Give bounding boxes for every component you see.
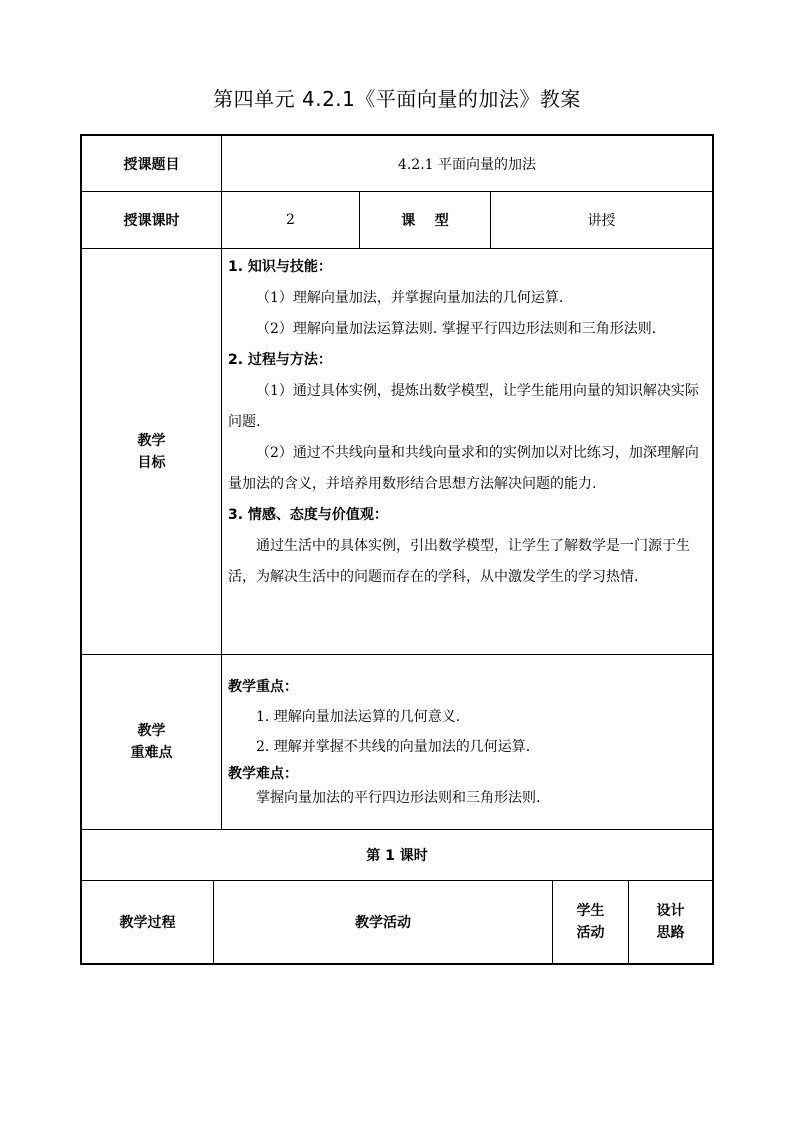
type-label: 课 型 [401, 213, 449, 229]
topic-label: 授课题目 [123, 156, 180, 173]
process-label: 教学过程 [119, 915, 176, 931]
hours-label: 授课课时 [123, 213, 180, 229]
difficult-point-item: 掌握向量加法的平行四边形法则和三角形法则. [256, 790, 541, 806]
design-idea-line2: 思路 [656, 925, 685, 941]
student-activity-line2: 活动 [576, 925, 605, 941]
hours-value: 2 [286, 212, 295, 228]
student-activity-line1: 学生 [576, 903, 605, 919]
objectives-label-line1: 教学 [137, 432, 166, 449]
objectives-label-line2: 目标 [137, 454, 166, 471]
knowledge-skills-heading: 1. 知识与技能： [228, 259, 332, 275]
difficult-points-heading: 教学难点： [228, 766, 298, 782]
keypoints-label-line1: 教学 [137, 723, 166, 739]
student-activity-header [553, 881, 628, 963]
objective-item: 通过生活中的具体实例，引出数学模型，让学生了解数学是一门源于生活，为解决生活中的问题而存在的学科，从中激发学生的学习热情. [228, 538, 690, 585]
key-point-item: 1. 理解向量加法运算的几何意义. [256, 709, 461, 725]
key-point-item: 2. 理解并掌握不共线的向量加法的几何运算. [256, 739, 531, 755]
keypoints-label [82, 655, 221, 829]
type-value: 讲授 [587, 213, 616, 229]
design-idea-line1: 设计 [656, 903, 685, 919]
design-idea-header [629, 881, 712, 963]
objectives-label [82, 249, 221, 654]
objective-item: （2）理解向量加法运算法则. 掌握平行四边形法则和三角形法则. [256, 321, 657, 337]
attitude-values-heading: 3. 情感、态度与价值观： [228, 507, 388, 523]
lesson-plan-table [80, 134, 714, 965]
keypoints-content [228, 672, 708, 810]
objective-item: （1）通过具体实例，提炼出数学模型，让学生能用向量的知识解决实际问题. [228, 383, 699, 430]
keypoints-label-line2: 重难点 [130, 745, 173, 761]
topic-value: 4.2.1 平面向量的加法 [397, 156, 537, 173]
key-points-heading: 教学重点： [228, 679, 298, 695]
page-title: 第四单元 4.2.1《平面向量的加法》教案 [213, 87, 581, 111]
activity-header: 教学活动 [355, 915, 411, 931]
process-methods-heading: 2. 过程与方法： [228, 352, 332, 368]
session-label: 第 1 课时 [366, 848, 428, 864]
objectives-content [228, 252, 708, 593]
objective-item: （2）通过不共线向量和共线向量求和的实例加以对比练习，加深理解向量加法的含义，并培养用数形结合思想方法解决问题的能力. [228, 445, 699, 492]
objective-item: （1）理解向量加法，并掌握向量加法的几何运算. [256, 290, 564, 306]
